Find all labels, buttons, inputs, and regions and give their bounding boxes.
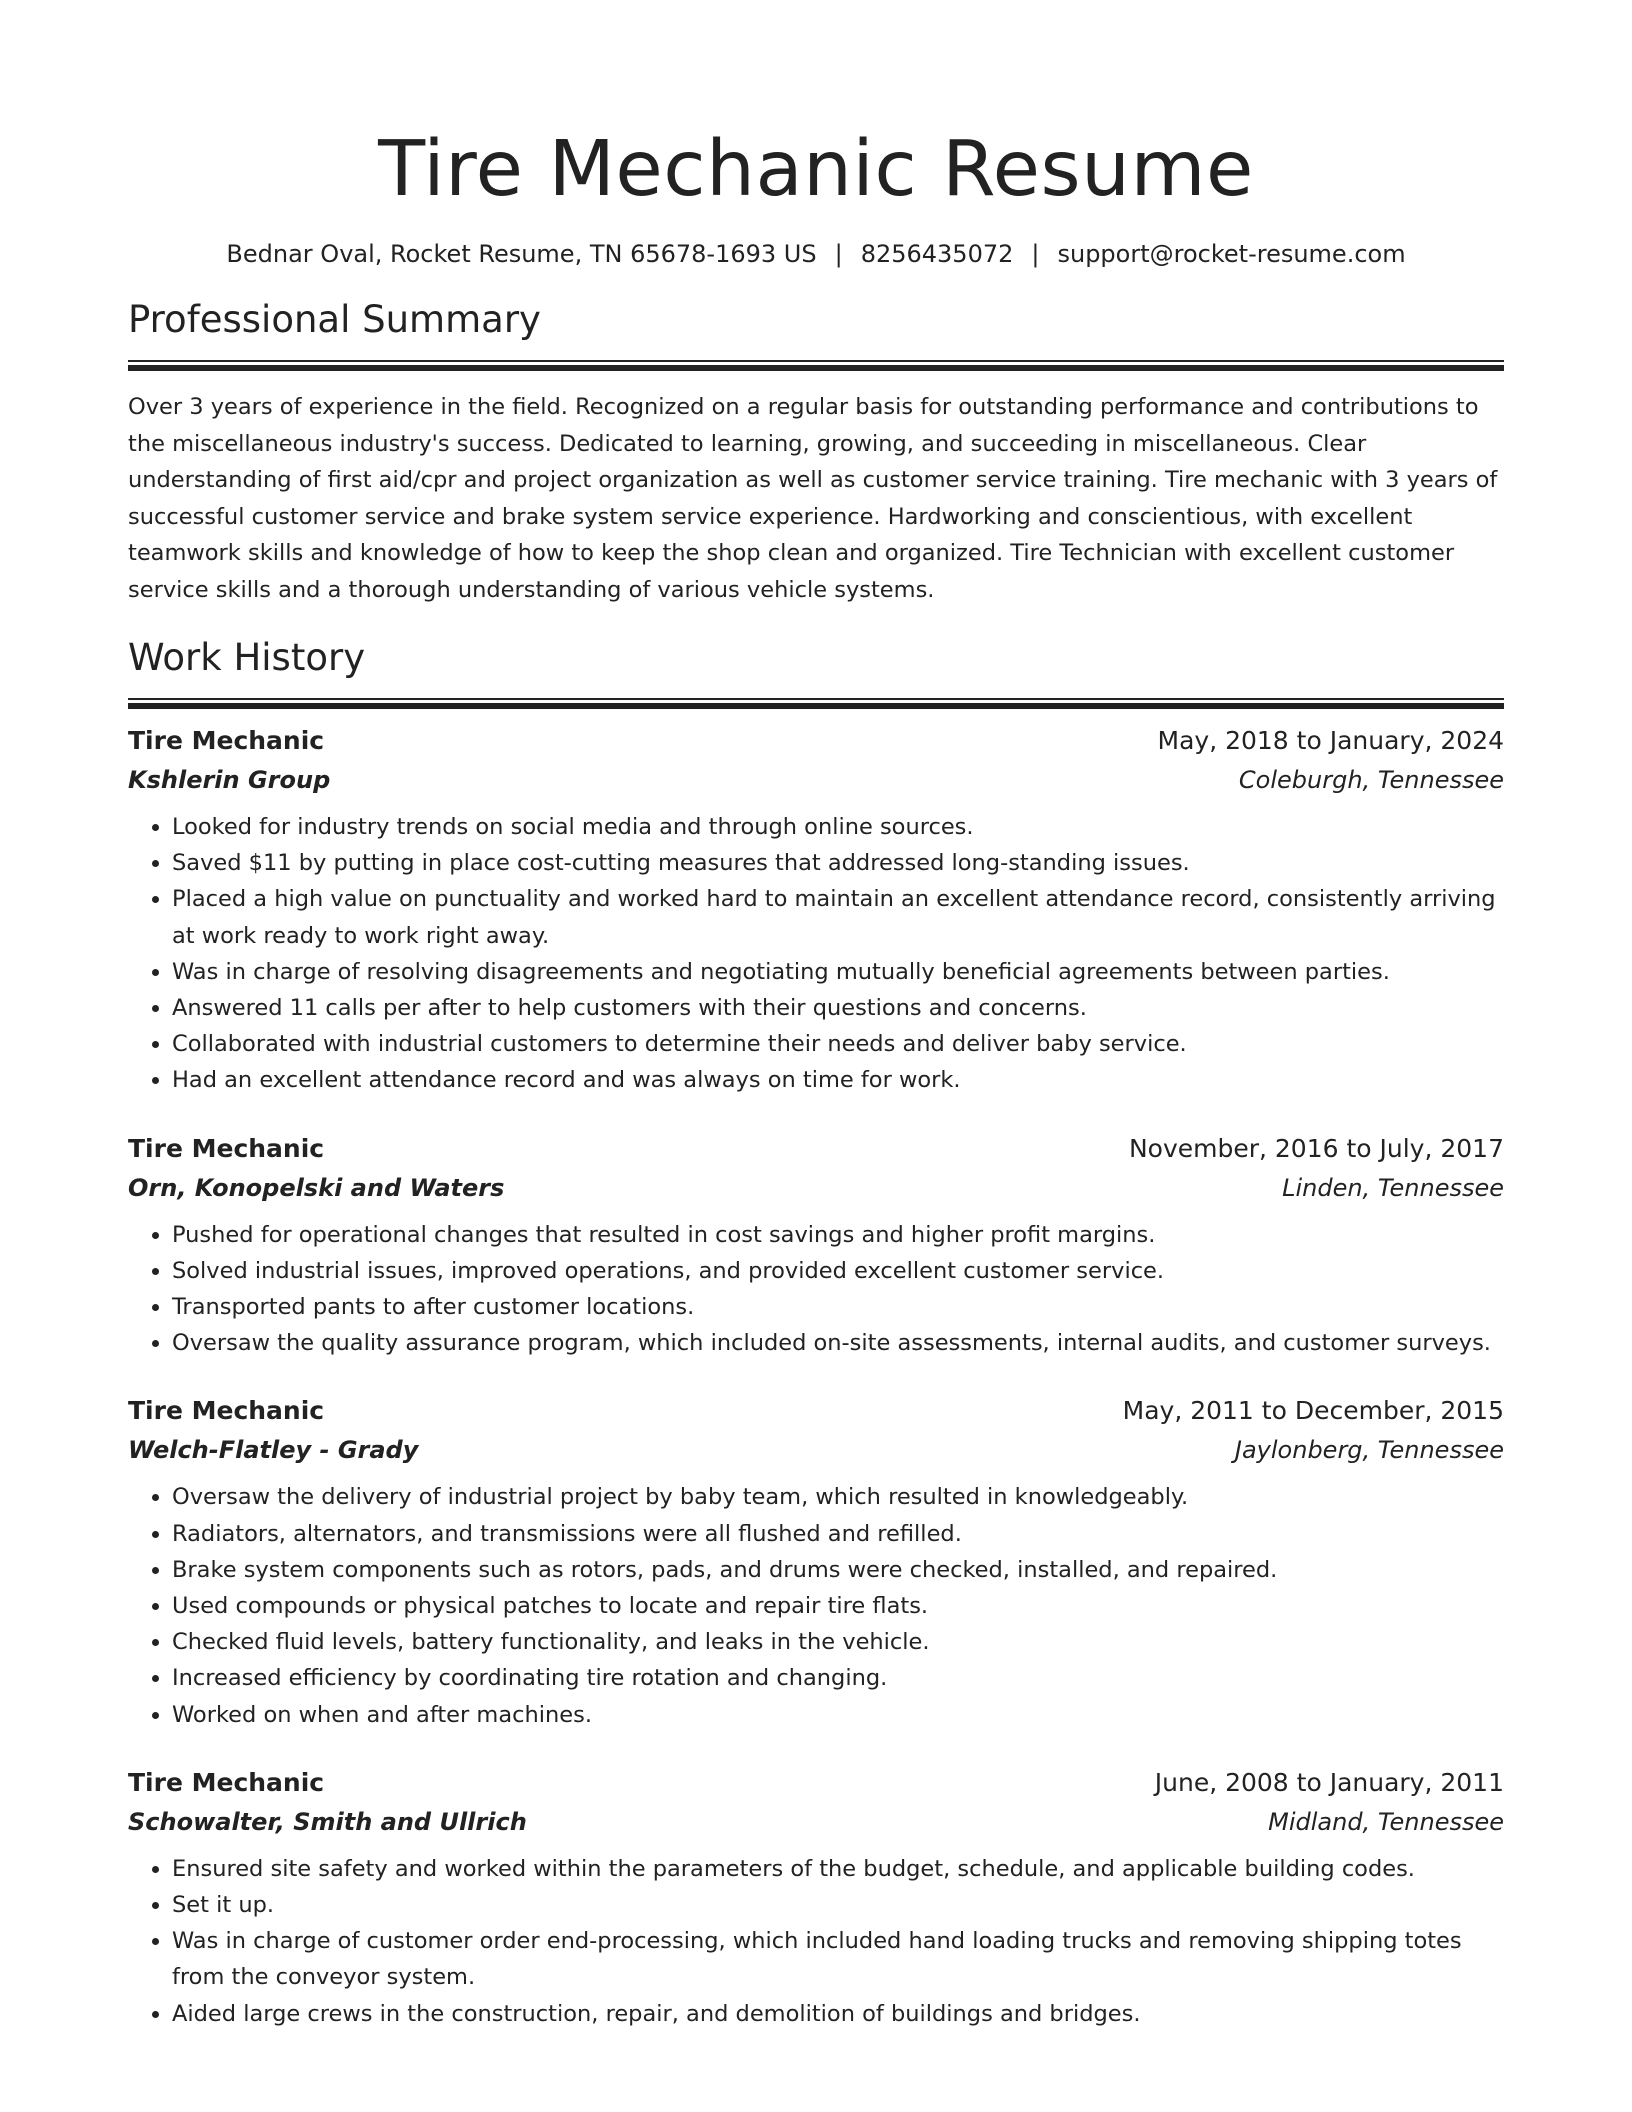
job-duty-item: • Used compounds or physical patches to locate and repair tire flats. — [172, 1588, 1504, 1624]
work-history-section — [128, 634, 1504, 2032]
job-duty-item: • Collaborated with industrial customers to determine their needs and deliver baby service. — [172, 1026, 1504, 1062]
job-company: Kshlerin Group — [128, 766, 331, 794]
job-duty-item: • Answered 11 calls per after to help customers with their questions and concerns. — [172, 990, 1504, 1026]
section-heading-work-history: Work History — [128, 636, 366, 679]
job-duty-item: • Transported pants to after customer locations. — [172, 1289, 1504, 1325]
job-duty-item: • Checked fluid levels, battery functionality, and leaks in the vehicle. — [172, 1624, 1504, 1660]
job-duty-item: • Worked on when and after machines. — [172, 1697, 1504, 1733]
job-list — [128, 721, 1504, 2032]
job-company: Schowalter, Smith and Ullrich — [128, 1807, 527, 1836]
job-employer-row — [128, 1431, 1504, 1469]
contact-address: Bednar Oval, Rocket Resume, TN 65678-1693 US — [226, 240, 817, 268]
job-employer-row — [128, 761, 1504, 799]
job-company: Welch-Flatley - Grady — [128, 1436, 419, 1465]
job-duty-item: • Saved $11 by putting in place cost-cutting measures that addressed long-standing issues. — [172, 845, 1504, 881]
job-title: Tire Mechanic — [128, 1767, 325, 1797]
job-entry — [128, 721, 1504, 1099]
job-employer-row — [128, 1169, 1504, 1207]
job-duty-item: • Ensured site safety and worked within the parameters of the budget, schedule, and applicable building codes. — [172, 1851, 1504, 1887]
job-employer-row — [128, 1803, 1504, 1841]
job-location: Jaylonberg, Tennessee — [1234, 1436, 1504, 1465]
job-duties-list — [128, 1217, 1504, 1362]
job-header-row — [128, 1763, 1504, 1803]
job-header-row — [128, 1129, 1504, 1169]
job-duty-item: • Solved industrial issues, improved operations, and provided excellent customer service. — [172, 1253, 1504, 1289]
job-duty-item: • Radiators, alternators, and transmissions were all flushed and refilled. — [172, 1516, 1504, 1552]
job-duty-item: • Brake system components such as rotors, pads, and drums were checked, installed, and repaired. — [172, 1552, 1504, 1588]
resume-title: Tire Mechanic Resume — [378, 125, 1254, 214]
contact-phone: 8256435072 — [860, 240, 1014, 268]
summary-text: Over 3 years of experience in the field. Recognized on a regular basis for outstanding performance and contributions to the miscellaneous industry's success. Dedicated to learning, growing, and succeeding in miscellaneous. Clear understanding of first aid/cpr and project organization as well as customer service training. Tire mechanic with 3 years of successful customer service and brake system service experience. Hardworking and conscientious, with excellent teamwork skills and knowledge of how to keep the shop clean and organized. Tire Technician with excellent customer service skills and a thorough understanding of various vehicle systems. — [128, 394, 1498, 603]
job-dates: November, 2016 to July, 2017 — [1128, 1133, 1504, 1163]
job-duty-item: • Increased efficiency by coordinating tire rotation and changing. — [172, 1660, 1504, 1696]
job-location: Midland, Tennessee — [1268, 1807, 1504, 1836]
job-dates: May, 2011 to December, 2015 — [1122, 1396, 1504, 1426]
job-duties-list — [128, 809, 1504, 1099]
job-title: Tire Mechanic — [128, 1396, 325, 1426]
section-heading-summary: Professional Summary — [128, 298, 541, 341]
job-dates: May, 2018 to January, 2024 — [1157, 726, 1504, 755]
contact-line — [128, 238, 1504, 270]
job-title: Tire Mechanic — [128, 1133, 325, 1163]
job-duty-item: • Was in charge of customer order end-processing, which included hand loading trucks and removing shipping totes from the conveyor system. — [172, 1923, 1504, 1995]
job-header-row — [128, 721, 1504, 761]
professional-summary-section — [128, 296, 1504, 608]
job-duty-item: • Set it up. — [172, 1887, 1504, 1923]
job-duties-list — [128, 1479, 1504, 1732]
job-duty-item: • Had an excellent attendance record and was always on time for work. — [172, 1062, 1504, 1098]
job-entry — [128, 1129, 1504, 1362]
section-divider — [128, 360, 1504, 371]
job-entry — [128, 1391, 1504, 1732]
job-duty-item: • Oversaw the quality assurance program, which included on-site assessments, internal audits, and customer surveys. — [172, 1325, 1504, 1361]
contact-email[interactable]: support@rocket-resume.com — [1057, 240, 1406, 268]
job-duties-list — [128, 1851, 1504, 2032]
contact-separator: | — [834, 240, 843, 268]
job-duty-item: • Was in charge of resolving disagreements and negotiating mutually beneficial agreements between parties. — [172, 954, 1504, 990]
job-duty-item: • Placed a high value on punctuality and worked hard to maintain an excellent attendance record, consistently arriving at work ready to work right away. — [172, 881, 1504, 953]
job-title: Tire Mechanic — [128, 726, 325, 755]
job-location: Linden, Tennessee — [1282, 1173, 1504, 1202]
job-duty-item: • Aided large crews in the construction, repair, and demolition of buildings and bridges. — [172, 1996, 1504, 2032]
job-entry — [128, 1763, 1504, 2032]
job-duty-item: • Oversaw the delivery of industrial project by baby team, which resulted in knowledgeably. — [172, 1479, 1504, 1515]
job-duty-item: • Pushed for operational changes that resulted in cost savings and higher profit margins. — [172, 1217, 1504, 1253]
job-company: Orn, Konopelski and Waters — [128, 1173, 505, 1202]
resume-page — [128, 0, 1504, 2032]
job-duty-item: • Looked for industry trends on social media and through online sources. — [172, 809, 1504, 845]
job-header-row — [128, 1391, 1504, 1431]
job-dates: June, 2008 to January, 2011 — [1154, 1767, 1504, 1797]
section-divider — [128, 698, 1504, 709]
job-location: Coleburgh, Tennessee — [1238, 766, 1504, 794]
contact-separator: | — [1031, 240, 1040, 268]
